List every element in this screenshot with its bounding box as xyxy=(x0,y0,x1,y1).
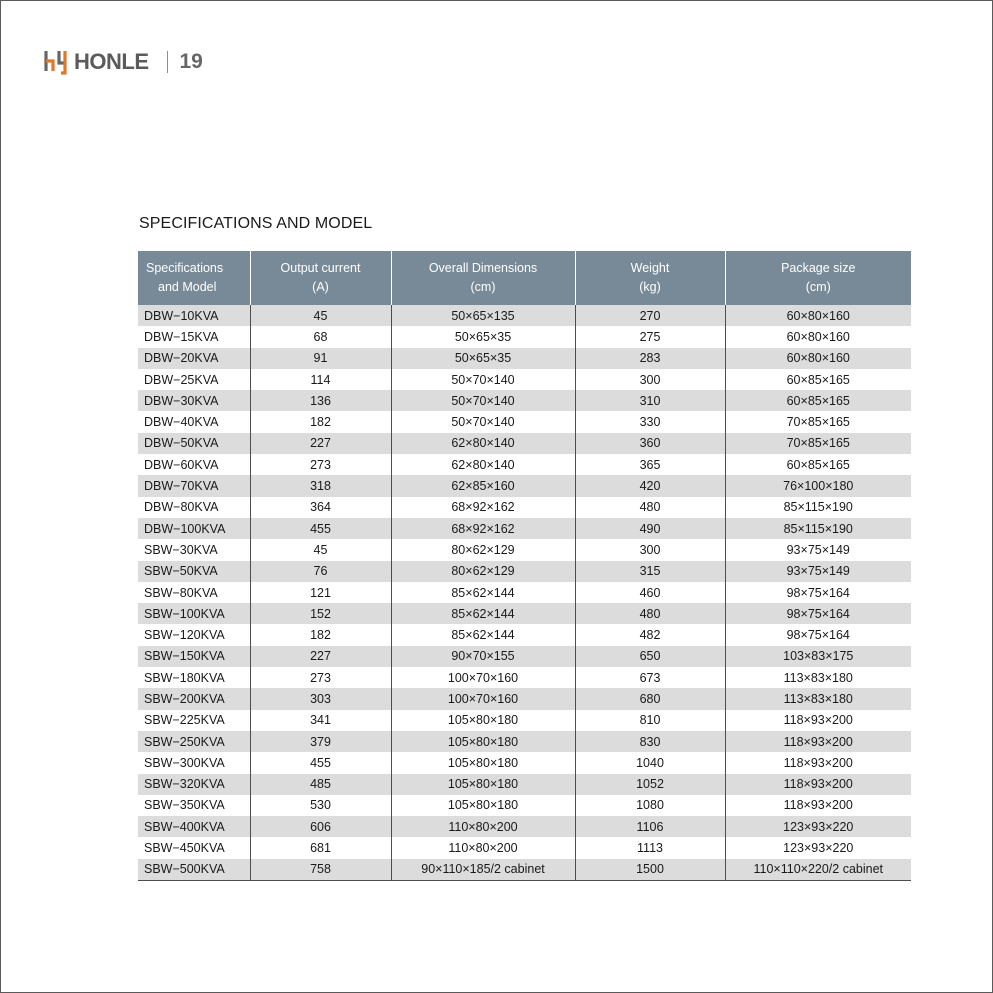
output-current-cell: 364 xyxy=(250,497,391,518)
overall-dimensions-cell: 50×65×35 xyxy=(391,326,575,347)
model-cell: DBW−60KVA xyxy=(138,454,250,475)
table-header-row xyxy=(138,251,911,305)
model-cell: DBW−40KVA xyxy=(138,411,250,432)
column-header-package-size: Package size (cm) xyxy=(725,251,911,305)
weight-cell: 482 xyxy=(575,624,725,645)
output-current-cell: 273 xyxy=(250,667,391,688)
model-cell: SBW−350KVA xyxy=(138,795,250,816)
package-size-cell: 60×80×160 xyxy=(725,305,911,326)
output-current-cell: 485 xyxy=(250,774,391,795)
overall-dimensions-cell: 110×80×200 xyxy=(391,816,575,837)
weight-cell: 1106 xyxy=(575,816,725,837)
model-cell: DBW−20KVA xyxy=(138,348,250,369)
table-row xyxy=(138,433,911,454)
output-current-cell: 318 xyxy=(250,475,391,496)
overall-dimensions-cell: 85×62×144 xyxy=(391,603,575,624)
header-divider xyxy=(167,51,168,73)
column-header-overall-dimensions: Overall Dimensions (cm) xyxy=(391,251,575,305)
overall-dimensions-cell: 50×70×140 xyxy=(391,390,575,411)
model-cell: SBW−250KVA xyxy=(138,731,250,752)
output-current-cell: 455 xyxy=(250,518,391,539)
package-size-cell: 123×93×220 xyxy=(725,837,911,858)
model-cell: SBW−450KVA xyxy=(138,837,250,858)
table-row xyxy=(138,390,911,411)
package-size-cell: 60×85×165 xyxy=(725,454,911,475)
table-row xyxy=(138,646,911,667)
table-row xyxy=(138,348,911,369)
output-current-cell: 606 xyxy=(250,816,391,837)
table-row xyxy=(138,774,911,795)
output-current-cell: 303 xyxy=(250,688,391,709)
weight-cell: 310 xyxy=(575,390,725,411)
overall-dimensions-cell: 90×70×155 xyxy=(391,646,575,667)
weight-cell: 360 xyxy=(575,433,725,454)
output-current-cell: 758 xyxy=(250,859,391,881)
table-row xyxy=(138,497,911,518)
table-row xyxy=(138,667,911,688)
weight-cell: 275 xyxy=(575,326,725,347)
output-current-cell: 341 xyxy=(250,710,391,731)
package-size-cell: 93×75×149 xyxy=(725,561,911,582)
weight-cell: 810 xyxy=(575,710,725,731)
output-current-cell: 152 xyxy=(250,603,391,624)
weight-cell: 283 xyxy=(575,348,725,369)
weight-cell: 650 xyxy=(575,646,725,667)
overall-dimensions-cell: 62×80×140 xyxy=(391,454,575,475)
overall-dimensions-cell: 105×80×180 xyxy=(391,752,575,773)
package-size-cell: 118×93×200 xyxy=(725,710,911,731)
package-size-cell: 110×110×220/2 cabinet xyxy=(725,859,911,881)
model-cell: SBW−80KVA xyxy=(138,582,250,603)
model-cell: SBW−320KVA xyxy=(138,774,250,795)
model-cell: SBW−30KVA xyxy=(138,539,250,560)
overall-dimensions-cell: 50×70×140 xyxy=(391,411,575,432)
weight-cell: 1113 xyxy=(575,837,725,858)
package-size-cell: 76×100×180 xyxy=(725,475,911,496)
package-size-cell: 85×115×190 xyxy=(725,497,911,518)
output-current-cell: 114 xyxy=(250,369,391,390)
weight-cell: 300 xyxy=(575,369,725,390)
table-row xyxy=(138,731,911,752)
brand-name: HONLE xyxy=(74,49,149,74)
table-row xyxy=(138,305,911,326)
overall-dimensions-cell: 85×62×144 xyxy=(391,582,575,603)
weight-cell: 1500 xyxy=(575,859,725,881)
output-current-cell: 273 xyxy=(250,454,391,475)
page-header xyxy=(43,48,203,76)
table-row xyxy=(138,859,911,881)
overall-dimensions-cell: 68×92×162 xyxy=(391,518,575,539)
table-row xyxy=(138,710,911,731)
column-header-weight: Weight (kg) xyxy=(575,251,725,305)
weight-cell: 315 xyxy=(575,561,725,582)
model-cell: SBW−50KVA xyxy=(138,561,250,582)
model-cell: DBW−30KVA xyxy=(138,390,250,411)
output-current-cell: 76 xyxy=(250,561,391,582)
overall-dimensions-cell: 105×80×180 xyxy=(391,731,575,752)
table-row xyxy=(138,326,911,347)
model-cell: SBW−500KVA xyxy=(138,859,250,881)
table-row xyxy=(138,454,911,475)
model-cell: SBW−300KVA xyxy=(138,752,250,773)
package-size-cell: 118×93×200 xyxy=(725,774,911,795)
package-size-cell: 118×93×200 xyxy=(725,731,911,752)
package-size-cell: 85×115×190 xyxy=(725,518,911,539)
column-header-output-current: Output current (A) xyxy=(250,251,391,305)
weight-cell: 460 xyxy=(575,582,725,603)
weight-cell: 420 xyxy=(575,475,725,496)
table-row xyxy=(138,369,911,390)
model-cell: SBW−150KVA xyxy=(138,646,250,667)
output-current-cell: 136 xyxy=(250,390,391,411)
overall-dimensions-cell: 68×92×162 xyxy=(391,497,575,518)
package-size-cell: 118×93×200 xyxy=(725,795,911,816)
overall-dimensions-cell: 100×70×160 xyxy=(391,667,575,688)
overall-dimensions-cell: 85×62×144 xyxy=(391,624,575,645)
table-row xyxy=(138,411,911,432)
package-size-cell: 98×75×164 xyxy=(725,582,911,603)
model-cell: DBW−100KVA xyxy=(138,518,250,539)
output-current-cell: 379 xyxy=(250,731,391,752)
model-cell: SBW−400KVA xyxy=(138,816,250,837)
table-row xyxy=(138,752,911,773)
overall-dimensions-cell: 62×85×160 xyxy=(391,475,575,496)
output-current-cell: 182 xyxy=(250,411,391,432)
overall-dimensions-cell: 110×80×200 xyxy=(391,837,575,858)
model-cell: DBW−25KVA xyxy=(138,369,250,390)
package-size-cell: 103×83×175 xyxy=(725,646,911,667)
table-row xyxy=(138,837,911,858)
package-size-cell: 60×85×165 xyxy=(725,369,911,390)
package-size-cell: 113×83×180 xyxy=(725,667,911,688)
model-cell: DBW−50KVA xyxy=(138,433,250,454)
package-size-cell: 113×83×180 xyxy=(725,688,911,709)
model-cell: SBW−100KVA xyxy=(138,603,250,624)
model-cell: DBW−80KVA xyxy=(138,497,250,518)
weight-cell: 680 xyxy=(575,688,725,709)
overall-dimensions-cell: 105×80×180 xyxy=(391,774,575,795)
model-cell: SBW−120KVA xyxy=(138,624,250,645)
weight-cell: 1080 xyxy=(575,795,725,816)
weight-cell: 365 xyxy=(575,454,725,475)
weight-cell: 490 xyxy=(575,518,725,539)
package-size-cell: 98×75×164 xyxy=(725,624,911,645)
table-row xyxy=(138,582,911,603)
weight-cell: 1052 xyxy=(575,774,725,795)
output-current-cell: 681 xyxy=(250,837,391,858)
package-size-cell: 118×93×200 xyxy=(725,752,911,773)
overall-dimensions-cell: 50×65×135 xyxy=(391,305,575,326)
package-size-cell: 60×80×160 xyxy=(725,348,911,369)
weight-cell: 300 xyxy=(575,539,725,560)
model-cell: DBW−10KVA xyxy=(138,305,250,326)
table-row xyxy=(138,624,911,645)
honle-logo-icon xyxy=(43,49,71,75)
weight-cell: 1040 xyxy=(575,752,725,773)
package-size-cell: 98×75×164 xyxy=(725,603,911,624)
model-cell: SBW−180KVA xyxy=(138,667,250,688)
output-current-cell: 91 xyxy=(250,348,391,369)
table-row xyxy=(138,603,911,624)
overall-dimensions-cell: 105×80×180 xyxy=(391,710,575,731)
package-size-cell: 123×93×220 xyxy=(725,816,911,837)
overall-dimensions-cell: 105×80×180 xyxy=(391,795,575,816)
output-current-cell: 182 xyxy=(250,624,391,645)
package-size-cell: 70×85×165 xyxy=(725,411,911,432)
package-size-cell: 60×85×165 xyxy=(725,390,911,411)
section-title: SPECIFICATIONS AND MODEL xyxy=(139,215,373,232)
model-cell: DBW−15KVA xyxy=(138,326,250,347)
overall-dimensions-cell: 90×110×185/2 cabinet xyxy=(391,859,575,881)
page-number: 19 xyxy=(179,50,203,73)
overall-dimensions-cell: 50×70×140 xyxy=(391,369,575,390)
weight-cell: 270 xyxy=(575,305,725,326)
output-current-cell: 68 xyxy=(250,326,391,347)
output-current-cell: 455 xyxy=(250,752,391,773)
table-row xyxy=(138,518,911,539)
model-cell: SBW−225KVA xyxy=(138,710,250,731)
overall-dimensions-cell: 62×80×140 xyxy=(391,433,575,454)
overall-dimensions-cell: 80×62×129 xyxy=(391,539,575,560)
weight-cell: 330 xyxy=(575,411,725,432)
output-current-cell: 530 xyxy=(250,795,391,816)
table-row xyxy=(138,688,911,709)
weight-cell: 480 xyxy=(575,497,725,518)
model-cell: DBW−70KVA xyxy=(138,475,250,496)
overall-dimensions-cell: 80×62×129 xyxy=(391,561,575,582)
table-row xyxy=(138,816,911,837)
model-cell: SBW−200KVA xyxy=(138,688,250,709)
output-current-cell: 227 xyxy=(250,433,391,454)
package-size-cell: 93×75×149 xyxy=(725,539,911,560)
output-current-cell: 121 xyxy=(250,582,391,603)
specifications-table xyxy=(138,251,911,881)
weight-cell: 673 xyxy=(575,667,725,688)
package-size-cell: 60×80×160 xyxy=(725,326,911,347)
column-header-model: Specifications and Model xyxy=(138,251,250,305)
output-current-cell: 45 xyxy=(250,305,391,326)
table-row xyxy=(138,561,911,582)
weight-cell: 480 xyxy=(575,603,725,624)
table-row xyxy=(138,795,911,816)
output-current-cell: 227 xyxy=(250,646,391,667)
table-row xyxy=(138,475,911,496)
overall-dimensions-cell: 50×65×35 xyxy=(391,348,575,369)
weight-cell: 830 xyxy=(575,731,725,752)
overall-dimensions-cell: 100×70×160 xyxy=(391,688,575,709)
output-current-cell: 45 xyxy=(250,539,391,560)
package-size-cell: 70×85×165 xyxy=(725,433,911,454)
table-row xyxy=(138,539,911,560)
